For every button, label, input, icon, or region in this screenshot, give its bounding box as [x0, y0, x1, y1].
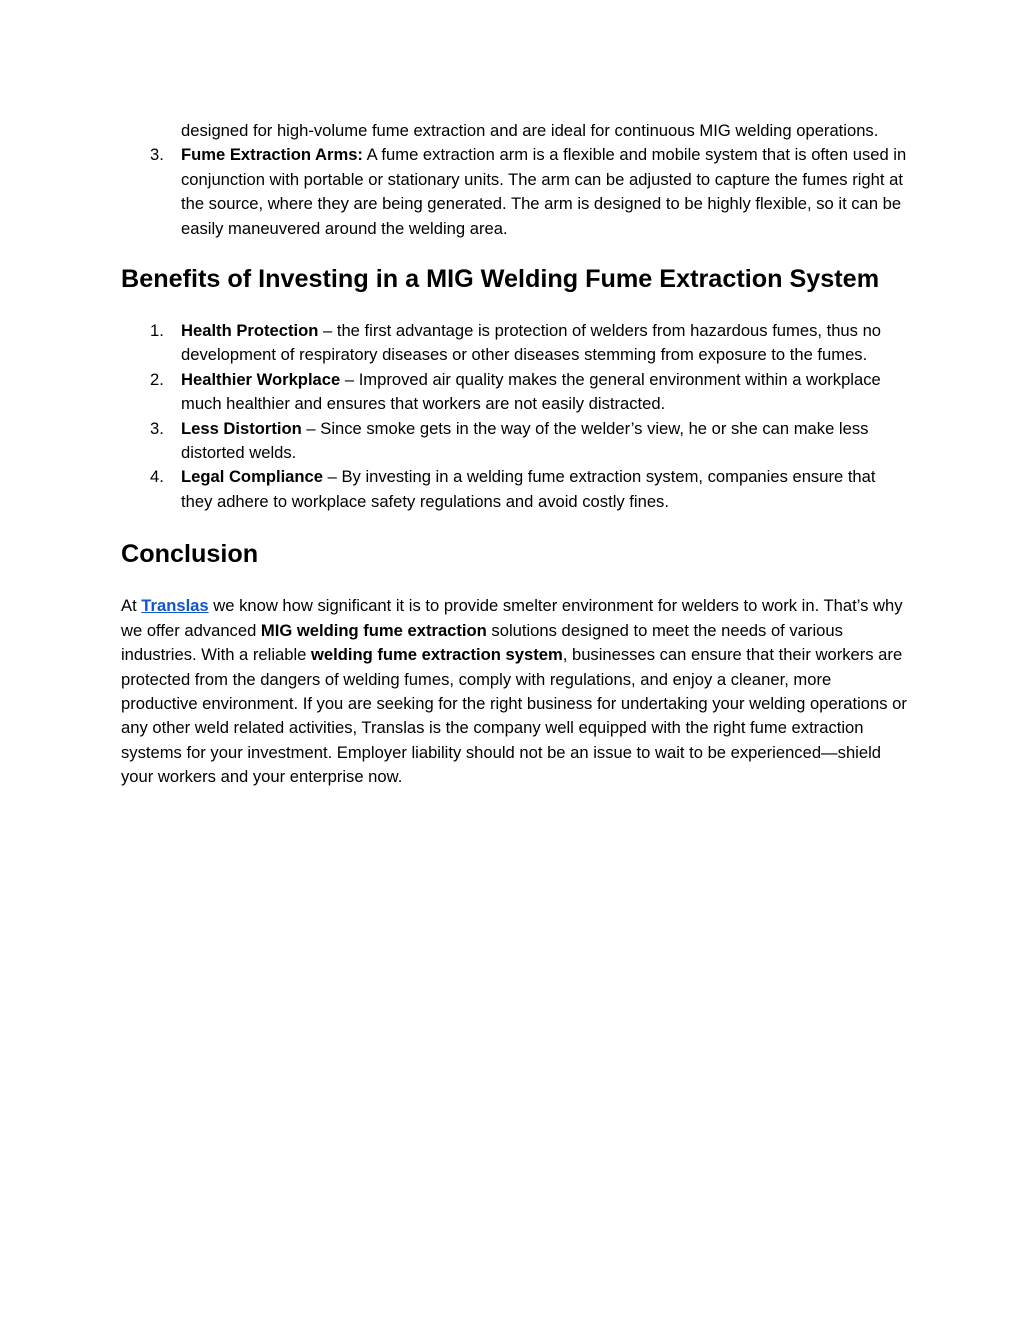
list-item-healthier-workplace — [121, 368, 911, 417]
list-number: 2. — [150, 369, 164, 389]
conclusion-text-1: we know how significant it is to provide smelter environment for welders to work in. That’s why we offer advanced — [121, 596, 903, 640]
list-item-health-protection — [121, 319, 911, 368]
benefits-heading: Benefits of Investing in a MIG Welding Fume Extraction System — [121, 265, 880, 294]
list-item-text: A fume extraction arm is a flexible and mobile system that is often used in conjunction with portable or stationary units. The arm can be adjusted to capture the fumes right at the source, where they are being generated. The arm is designed to be highly flexible, so it can be easily maneuvered around the welding area. — [181, 145, 907, 238]
list-item-text: – the first advantage is protection of welders from hazardous fumes, thus no development of respiratory diseases or other diseases stemming from exposure to the fumes. — [181, 321, 882, 365]
conclusion-text-3: , businesses can ensure that their workers are protected from the dangers of welding fumes, comply with regulations, and enjoy a cleaner, more productive environment. If you are seeking for the right business for undertaking your welding operations or any other weld related activities, Translas is the company well equipped with the right fume extraction systems for your investment. Employer liability should not be an issue to wait to be experienced—shield your workers and your enterprise now. — [121, 645, 907, 787]
list-item-continuation: designed for high-volume fume extraction and are ideal for continuous MIG welding operations. — [181, 121, 879, 140]
conclusion-text-2: solutions designed to meet the needs of various industries. With a reliable — [121, 620, 843, 665]
list-item-title: Legal Compliance — [181, 467, 324, 487]
list-item-less-distortion — [121, 417, 911, 466]
conclusion-heading: Conclusion — [121, 540, 259, 569]
conclusion-paragraph — [121, 594, 911, 789]
list-number: 4. — [150, 467, 164, 487]
conclusion-bold-2: welding fume extraction system — [311, 645, 563, 665]
list-number: 3. — [150, 145, 164, 165]
conclusion-bold-1: MIG welding fume extraction — [260, 620, 487, 640]
list-item-title: Fume Extraction Arms: — [181, 145, 363, 165]
list-item-text: – By investing in a welding fume extraction system, companies ensure that they adhere to workplace safety regulations and avoid costly fines. — [181, 467, 876, 511]
list-number: 3. — [150, 418, 164, 438]
conclusion-text-at: At — [121, 596, 142, 616]
list-number: 1. — [150, 321, 164, 341]
list-item-fume-extraction-arms — [121, 143, 911, 241]
translas-link[interactable]: Translas — [141, 596, 209, 616]
list-item-text: – Improved air quality makes the general environment within a workplace much healthier and ensures that workers are not easily distracted. — [181, 369, 881, 414]
list-item-text: – Since smoke gets in the way of the welder’s view, he or she can make less distorted welds. — [181, 418, 869, 463]
list-item-title: Less Distortion — [181, 418, 302, 438]
benefits-list — [121, 319, 911, 514]
document-body — [121, 119, 911, 790]
list-item-title: Healthier Workplace — [181, 369, 341, 389]
list-item-title: Health Protection — [181, 321, 319, 341]
list-item-legal-compliance — [121, 465, 911, 514]
